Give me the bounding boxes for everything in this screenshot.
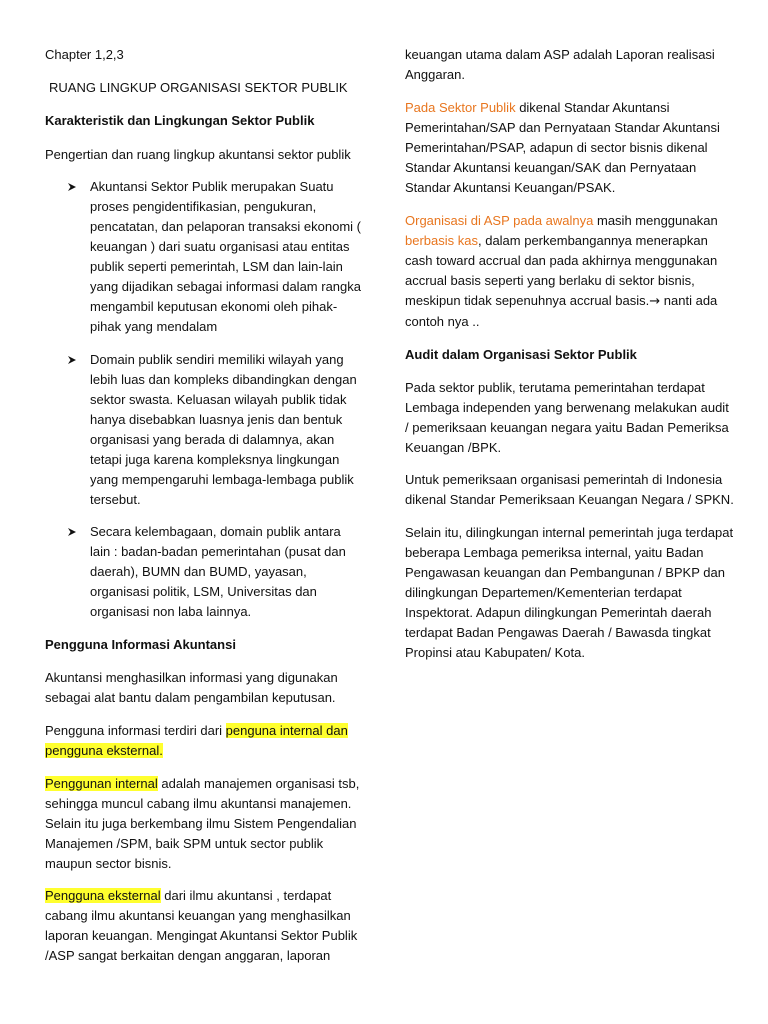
- paragraph: [45, 721, 363, 761]
- paragraph-text: masih menggunakan: [593, 213, 718, 228]
- paragraph: [405, 211, 735, 332]
- section-heading-audit: Audit dalam Organisasi Sektor Publik: [405, 347, 637, 362]
- section-heading-karakteristik: Karakteristik dan Lingkungan Sektor Publik: [45, 113, 315, 128]
- orange-text: Pada Sektor Publik: [405, 100, 516, 115]
- arrowhead-bullet-icon: [67, 522, 81, 542]
- paragraph: Akuntansi menghasilkan informasi yang digunakan sebagai alat bantu dalam pengambilan keputusan.: [45, 670, 338, 705]
- paragraph-text: nanti ada contoh nya ..: [405, 293, 718, 329]
- bullet-item: [45, 350, 363, 510]
- highlighted-text: Penggunan internal: [45, 776, 158, 791]
- bullet-item: [45, 522, 363, 622]
- bullet-item: [45, 177, 363, 337]
- right-arrow-icon: →: [649, 294, 661, 309]
- section-heading-pengguna: Pengguna Informasi Akuntansi: [45, 637, 236, 652]
- highlighted-text: Pengguna eksternal: [45, 888, 161, 903]
- orange-text: Organisasi di ASP pada awalnya: [405, 213, 594, 228]
- paragraph-text: dari ilmu akuntansi , terdapat cabang ilmu akuntansi keuangan yang menghasilkan laporan keuangan. Mengingat Akuntansi Sektor Publik /ASP sangat berkaitan dengan anggaran, laporan: [45, 888, 358, 963]
- document-title: RUANG LINGKUP ORGANISASI SEKTOR PUBLIK: [49, 80, 348, 95]
- paragraph: [405, 98, 735, 198]
- bullet-text: Secara kelembagaan, domain publik antara lain : badan-badan pemerintahan (pusat dan daerah), BUMN dan BUMD, yayasan, organisasi politik, LSM, Universitas dan organisasi non laba lainnya.: [90, 524, 346, 619]
- paragraph: [45, 774, 363, 874]
- paragraph-text: adalah manajemen organisasi tsb, sehingga muncul cabang ilmu akuntansi manajemen. Selain itu juga berkembang ilmu Sistem Pengendalian Manajemen /SPM, baik SPM untuk sector publik maupun sector bisnis.: [45, 776, 360, 871]
- paragraph: Pada sektor publik, terutama pemerintahan terdapat Lembaga independen yang berwenang melakukan audit / pemeriksaan keuangan negara yaitu Badan Pemeriksa Keuangan /BPK.: [405, 380, 729, 455]
- paragraph: Untuk pemeriksaan organisasi pemerintah di Indonesia dikenal Standar Pemeriksaan Keuangan Negara / SPKN.: [405, 472, 734, 507]
- paragraph-text: dikenal Standar Akuntansi Pemerintahan/SAP dan Pernyataan Standar Akuntansi Pemerintahan/PSAP, adapun di sector bisnis dikenal Standar Akuntansi keuangan/SAK dan Pernyataan Standar Akuntansi Keuangan/PSAK.: [405, 100, 720, 195]
- paragraph-text: Pengguna informasi terdiri dari: [45, 723, 226, 738]
- bullet-text: Domain publik sendiri memiliki wilayah yang lebih luas dan kompleks dibandingkan dengan sektor swasta. Keluasan wilayah publik tidak hanya disebabkan luasnya jenis dan bentuk organisasi yang berada di dalamnya, akan tetapi juga karena kompleksnya lingkungan yang mempengaruhi lembaga-lembaga publik tersebut.: [90, 352, 357, 507]
- intro-paragraph: Pengertian dan ruang lingkup akuntansi sektor publik: [45, 147, 351, 162]
- orange-text: berbasis kas: [405, 233, 478, 248]
- bullet-text: Akuntansi Sektor Publik merupakan Suatu proses pengidentifikasian, pengukuran, pencatatan, dan pelaporan transaksi ekonomi ( keuangan ) dari suatu organisasi atau entitas publik seperti pemerintah, LSM dan lain-lain yang dijadikan sebagai informasi dalam rangka mengambil keputusan ekonomi oleh pihak-pihak yang mendalam: [90, 179, 362, 334]
- paragraph: Selain itu, dilingkungan internal pemerintah juga terdapat beberapa Lembaga pemeriksa internal, yaitu Badan Pengawasan keuangan dan Pembangunan / BPKP dan dilingkungan Departemen/Kementerian terdapat Inspektorat. Adapun dilingkungan Pemerintah daerah terdapat Badan Pengawas Daerah / Bawasda tingkat Propinsi atau Kabupaten/ Kota.: [405, 525, 734, 660]
- chapter-label: Chapter 1,2,3: [45, 47, 124, 62]
- arrowhead-bullet-icon: [67, 350, 81, 370]
- paragraph: [45, 886, 363, 966]
- paragraph-continuation: keuangan utama dalam ASP adalah Laporan realisasi Anggaran.: [405, 47, 715, 82]
- arrowhead-bullet-icon: [67, 177, 81, 197]
- highlighted-text: penguna internal dan pengguna eksternal.: [45, 723, 348, 758]
- paragraph-text: , dalam perkembangannya menerapkan cash toward accrual dan pada akhirnya menggunakan accrual basis seperti yang berlaku di sektor bisnis, meskipun tidak sepenuhnya accrual basis.: [405, 233, 718, 308]
